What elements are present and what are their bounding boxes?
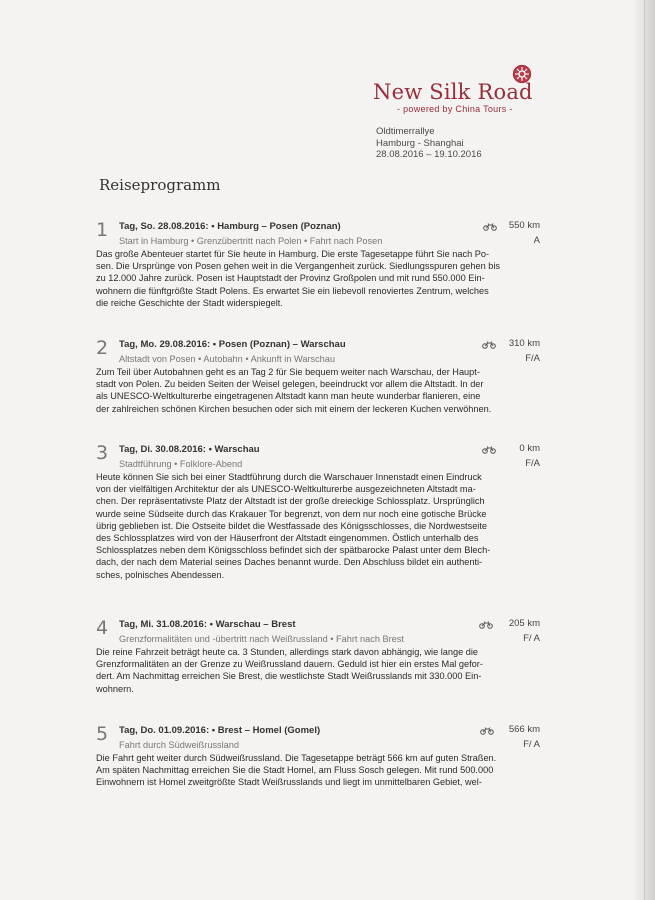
description-line: Schlossplatzes neben dem Königsschloss befindet sich der spätbarocke Palast unter dem Blech-: [96, 545, 491, 556]
distance-label: 550 km: [508, 220, 540, 231]
day-subtitle: Altstadt von Posen • Autobahn • Ankunft in Warschau: [119, 354, 336, 364]
meals-label: F/ A: [523, 739, 540, 750]
day-subtitle: Fahrt durch Südweißrussland: [119, 740, 240, 750]
day-heading: Tag, Mo. 29.08.2016: • Posen (Poznan) – Warschau: [119, 339, 346, 350]
distance-label: 205 km: [508, 618, 540, 629]
day-description: [96, 646, 536, 695]
tour-name: Oldtimerrallye: [376, 126, 435, 137]
day-subtitle: Stadtführung • Folklore-Abend: [119, 459, 243, 469]
tour-route: Hamburg - Shanghai: [376, 137, 464, 149]
day-heading: Tag, Mi. 31.08.2016: • Warschau – Brest: [119, 619, 296, 630]
description-line: der zahlreichen schönen Kirchen besuchen oder sich mit einem der leckeren Kuchen verwöhnen.: [96, 403, 492, 414]
day-heading: Tag, Do. 01.09.2016: • Brest – Homel (Gomel): [119, 725, 321, 736]
description-line: Einwohnern ist Homel zweitgrößte Stadt Weißrusslands und liegt im unmittelbaren Gebiet, wel-: [96, 777, 482, 788]
description-line: des Schlossplatzes wird von der Häuserfront der Altstadt eingenommen. Östlich unterhalb des: [96, 533, 479, 544]
scan-edge-line: [644, 0, 645, 900]
description-line: übrig geblieben ist. Die Ostseite bildet die Westfassade des Königsschlosses, die Nordwestseite: [96, 520, 488, 531]
motorbike-icon: [483, 222, 497, 231]
page-title: Reiseprogramm: [99, 176, 221, 194]
day-description: [96, 752, 536, 789]
meals-label: F/ A: [523, 633, 540, 644]
description-line: von der vielfältigen Architektur der als UNESCO-Weltkulturerbe ausgezeichneten Altstadt ma-: [96, 484, 476, 495]
day-number: 2: [96, 337, 109, 359]
description-line: wohnern.: [96, 683, 134, 694]
motorbike-icon: [480, 726, 494, 735]
meals-label: F/A: [525, 458, 540, 469]
description-line: Die reine Fahrzeit beträgt heute ca. 3 Stunden, allerdings stark davon abhängig, wie lange die: [96, 647, 479, 657]
brand-subtitle: - powered by China Tours -: [397, 104, 513, 114]
description-line: sches, polnisches Abendessen.: [96, 569, 225, 580]
description-line: als UNESCO-Weltkulturerbe eingetragenen Altstadt kann man heute wunderbar flanieren, eine: [96, 391, 481, 402]
distance-label: 310 km: [508, 338, 540, 349]
description-line: Heute können Sie sich bei einer Stadtführung durch die Warschauer Innenstadt einen Eindruck: [96, 472, 482, 482]
description-line: chen. Der repräsentativste Platz der Altstadt ist der große dreieckige Schlossplatz. Ursprünglich: [96, 496, 485, 507]
description-line: wohnern die fünftgrößte Stadt Polens. Es erwartet Sie ein liebevoll renoviertes Zentrum, welches: [96, 285, 489, 296]
meals-label: A: [533, 235, 540, 246]
description-line: Am späten Nachmittag erreichen Sie die Stadt Homel, am Fluss Sosch gelegen. Mit rund 500.000: [96, 765, 494, 776]
day-number: 3: [96, 442, 109, 464]
brand-title: New Silk Road: [373, 80, 533, 104]
description-line: Das große Abenteuer startet für Sie heute in Hamburg. Die erste Tagesetappe führt Sie nach Po-: [96, 249, 490, 259]
day-subtitle: Grenzformalitäten und -übertritt nach Weißrussland • Fahrt nach Brest: [119, 634, 404, 644]
day-number: 4: [96, 617, 109, 639]
description-line: wurde seine Südseite durch das Krakauer Tor begrenzt, von dem nur noch eine gotische Brücke: [96, 508, 487, 519]
motorbike-icon: [482, 445, 496, 454]
distance-label: 0 km: [519, 443, 540, 454]
description-line: dach, der nach dem Material seines Daches benannt wurde. Den Abschluss bildet ein authenti-: [96, 557, 483, 568]
day-description: [96, 471, 536, 581]
description-line: Die Fahrt geht weiter durch Südweißrussland. Die Tagesetappe beträgt 566 km auf guten Straßen.: [96, 753, 497, 763]
description-line: zu 12.000 Jahre zurück. Posen ist Hauptstadt der Provinz Großpolen und mit rund 550.000 Ein-: [96, 273, 485, 284]
meals-label: F/A: [525, 353, 540, 364]
day-description: [96, 248, 536, 309]
description-line: die reiche Geschichte der Stadt widerspiegelt.: [96, 297, 283, 308]
day-heading: Tag, So. 28.08.2016: • Hamburg – Posen (Poznan): [119, 221, 341, 232]
day-heading: Tag, Di. 30.08.2016: • Warschau: [119, 444, 260, 455]
day-subtitle: Start in Hamburg • Grenzübertritt nach Polen • Fahrt nach Posen: [119, 236, 383, 246]
day-number: 5: [96, 723, 109, 745]
distance-label: 566 km: [508, 724, 540, 735]
tour-dates: 28.08.2016 – 19.10.2016: [376, 149, 482, 160]
day-description: [96, 366, 536, 415]
motorbike-icon: [479, 620, 493, 629]
description-line: Zum Teil über Autobahnen geht es an Tag 2 für Sie bequem weiter nach Warschau, der Haupt-: [96, 367, 480, 377]
description-line: Grenzformalitäten an der Grenze zu Weißrussland dauern. Geduld ist hier ein erstes Mal gefor-: [96, 659, 483, 670]
motorbike-icon: [482, 340, 496, 349]
tour-info: [376, 126, 482, 161]
description-line: stadt von Polen. Zu beiden Seiten der Weisel gelegen, beeindruckt vor allem die Altstadt. In der: [96, 379, 484, 390]
description-line: sen. Die Ursprünge von Posen gehen weit in die Vergangenheit zurück. Siedlungsspuren gehen bis: [96, 261, 501, 272]
description-line: dert. Am Nachmittag erreichen Sie Brest, die westlichste Stadt Weißrusslands mit 330.000 Ein-: [96, 671, 482, 682]
day-number: 1: [96, 219, 109, 241]
